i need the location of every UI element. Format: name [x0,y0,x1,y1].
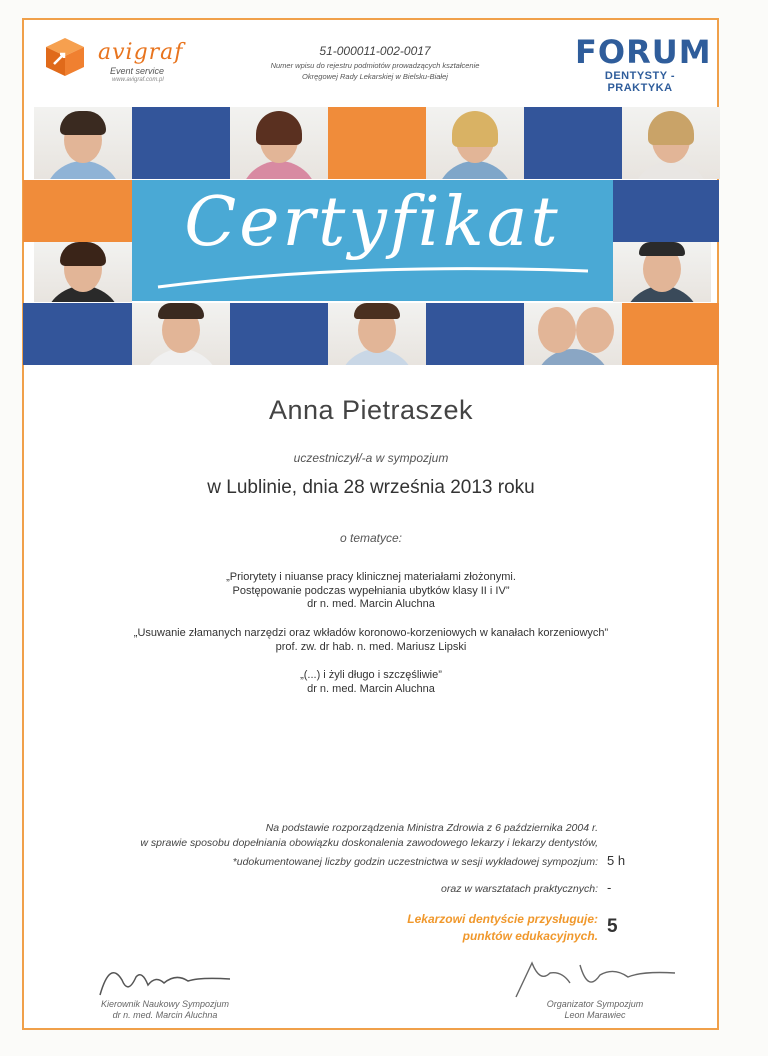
lecture-speaker: prof. zw. dr hab. n. med. Mariusz Lipski [275,640,467,653]
right-signatory-name: Leon Marawiec [564,1010,626,1020]
hours-value: 5 h [607,853,626,868]
place-date: w Lublinie, dnia 28 września 2013 roku [207,477,535,498]
navy-tile [23,303,132,365]
navy-tile [613,180,719,242]
lecture-speaker: dr n. med. Marcin Aluchna [307,598,435,610]
points-label-line-2: punktów edukacyjnych. [462,929,598,943]
participant-name: Anna Pietraszek [268,395,474,425]
workshops-label: oraz w warsztatach praktycznych: [441,883,598,895]
left-signatory-name: dr n. med. Marcin Aluchna [112,1010,218,1020]
person-photo [426,107,524,179]
lecture-title: „(...) i żyli długo i szczęśliwie” [300,669,442,681]
lecture-title-cont: Postępowanie podczas wypełniania ubytków klasy II i IV” [232,584,510,597]
forum-logo-subtitle: DENTYSTY - PRAKTYKA [604,70,676,94]
navy-tile [132,107,230,179]
navy-tile [426,303,524,365]
cube-logo-icon [44,36,86,78]
person-photo [34,242,132,302]
signature-left-icon [90,955,240,1005]
signature-right-icon [510,953,680,1003]
right-signatory-role: Organizator Sympozjum [546,999,644,1009]
person-photo [230,107,328,179]
registry-number: 51-000011-002-0017 [319,44,431,58]
points-label [198,911,598,945]
navy-tile [524,107,622,179]
registry-text-line-2: Okręgowej Rady Lekarskiej w Bielsku-Białej [302,72,448,81]
topics-label: o tematyce: [339,531,403,545]
participation-text: uczestniczył/-a w sympozjum [293,451,449,465]
left-signatory-role: Kierownik Naukowy Sympozjum [100,999,230,1009]
person-photo [622,107,720,179]
orange-tile [622,303,719,365]
person-photo [524,303,622,365]
hours-label: *udokumentowanej liczby godzin uczestnictwa w sesji wykładowej sympozjum: [232,856,598,868]
person-photo [613,242,711,302]
logo-name: avigraf [98,40,184,65]
registry-text-line-1: Numer wpisu do rejestru podmiotów prowadzących kształcenie [270,61,480,70]
person-photo [328,303,426,365]
lecture-item [23,571,719,612]
registry-text [235,60,515,82]
person-photo [132,303,230,365]
points-value: 5 [607,916,618,937]
lecture-title: „Usuwanie złamanych narzędzi oraz wkładów koronowo-korzeniowych w kanałach korzeniowych” [133,627,609,639]
logo-url: www.avigraf.com.pl [112,77,164,83]
navy-tile [230,303,328,365]
certificate-title: Certyfikat [184,183,561,262]
swoosh-icon [153,257,593,297]
lecture-item [23,669,719,696]
logo-subtitle: Event service [110,66,165,76]
lecture-item [23,627,719,654]
lecture-speaker: dr n. med. Marcin Aluchna [307,682,435,695]
legal-basis-line-2: w sprawie sposobu dopełniania obowiązku doskonalenia zawodowego lekarzy i lekarzy dentystów, [140,837,598,849]
signature-right-caption [510,999,680,1021]
workshops-value: - [607,880,612,895]
signature-left-caption [90,999,240,1021]
points-label-line-1: Lekarzowi dentyście przysługuje: [407,912,598,926]
person-photo [34,107,132,179]
orange-tile [328,107,426,179]
legal-basis-line-1: Na podstawie rozporządzenia Ministra Zdrowia z 6 października 2004 r. [265,822,598,834]
forum-logo-title: FORUM [575,33,712,71]
photo-banner [23,107,719,365]
lecture-title: „Priorytety i niuanse pracy klinicznej materiałami złożonymi. [226,571,516,583]
orange-tile [23,180,132,242]
